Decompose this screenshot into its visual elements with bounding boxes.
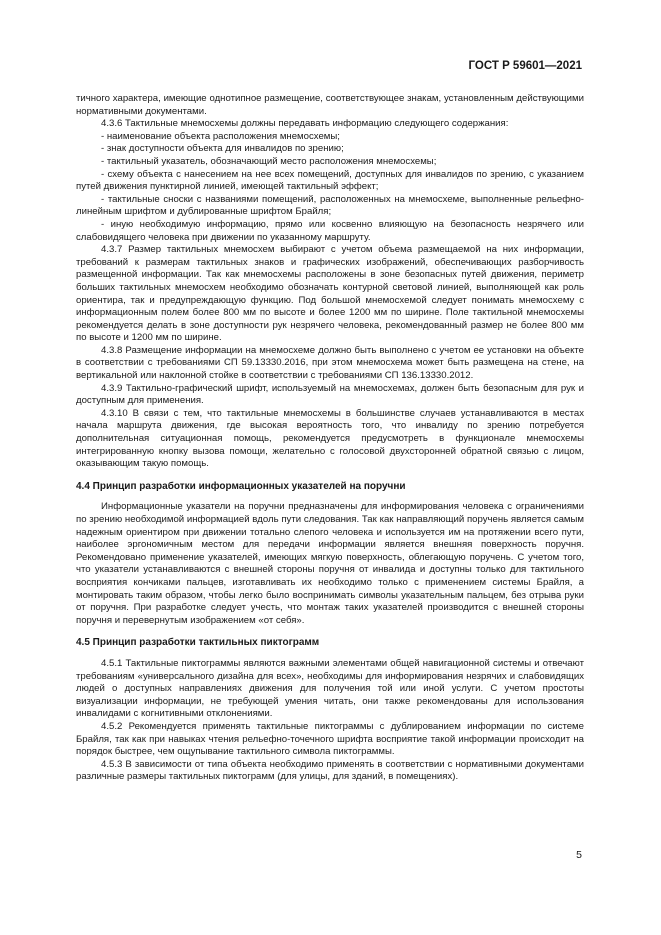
paragraph: Информационные указатели на поручни предназначены для информирования человека с ограничениями по зрению необходимой информацией вдоль пути следования. Так как направляющий поручень является самым надежным ориентиром при движении тотально слепого человека и используется им на протяжении всего пути, наиболее эргономичным местом для передачи информации является внешняя поверхность поручня. Рекомендовано применение указателей, имеющих мягкую поверхность, облегающую поручень. С учетом того, что указатели устанавливаются с внешней стороны поручня от инвалида и доступны только для тактильного восприятия кончиками пальцев, изготавливать их необходимо только с применением системы Брайля, а монтировать таким образом, чтобы легко было воспринимать символы указательным пальцем, без отрыва руки от поручня. При разработке следует учесть, что монтаж таких указателей производится с внешней стороны поручня и перевернутым изображением «от себя». [76,501,584,626]
paragraph: 4.3.7 Размер тактильных мнемосхем выбирают с учетом объема размещаемой на них информации, требований к размерам тактильных знаков и графических изображений, обеспечивающих разборчивость размещенной информации. Так как мнемосхемы расположены в зоне безопасных путей движения, периметр больших тактильных мнемосхем необходимо обозначать контурной световой линией, выполняющей как роль ориентира, так и предупреждающую функцию. Под большой мнемосхемой следует понимать мнемосхему с информационным полем более 800 мм по высоте и более 1200 мм по ширине. Поле тактильной мнемосхемы рекомендуется делать в зоне доступности рук незрячего человека, рекомендованный размер не более 800 мм по высоте и 1200 мм по ширине. [76,244,584,344]
paragraph: - тактильный указатель, обозначающий место расположения мнемосхемы; [101,155,437,167]
paragraph: - наименование объекта расположения мнемосхемы; [101,130,340,142]
section-heading: 4.5 Принцип разработки тактильных пиктограмм [76,637,320,649]
paragraph: 4.3.6 Тактильные мнемосхемы должны передавать информацию следующего содержания: [101,118,509,130]
paragraph: 4.3.9 Тактильно-графический шрифт, используемый на мнемосхемах, должен быть безопасным для рук и доступным для применения. [76,382,584,407]
document-id: ГОСТ Р 59601—2021 [468,60,582,72]
document-body [76,93,584,784]
page-number: 5 [576,849,582,861]
paragraph: - знак доступности объекта для инвалидов по зрению; [101,143,344,155]
paragraph: - иную необходимую информацию, прямо или косвенно влияющую на безопасность незрячего или слабовидящего человека при движении по указанному маршруту. [76,218,584,243]
paragraph: 4.5.1 Тактильные пиктограммы являются важными элементами общей навигационной системы и отвечают требованиям «универсального дизайна для всех», необходимы для информирования незрячих и слабовидящих людей о доступных направлениях движения для получения той или иной услуги. С учетом простоты визуализации информации, не требующей умения читать, они также рекомендованы для использования инвалидами с когнитивными отклонениями. [76,657,584,720]
section-heading: 4.4 Принцип разработки информационных указателей на поручни [76,480,406,492]
paragraph: 4.5.2 Рекомендуется применять тактильные пиктограммы с дублированием информации по системе Брайля, так как при навыках чтения рельефно-точечного шрифта восприятие такой информации происходит на порядок быстрее, чем ощупывание тактильного символа пиктограммы. [76,720,584,758]
paragraph: тичного характера, имеющие однотипное размещение, соответствующее знакам, установленным действующими нормативными документами. [76,93,584,117]
paragraph: - схему объекта с нанесением на нее всех помещений, доступных для инвалидов по зрению, с указанием путей движения пунктирной линией, имеющей тактильный эффект; [76,168,584,193]
paragraph: 4.3.8 Размещение информации на мнемосхеме должно быть выполнено с учетом ее установки на объекте в соответствии с требованиями СП 59.13330.2016, при этом мнемосхема может быть размещена на стене, на вертикальной или наклонной стойке в соответствии с требованиями СП 136.13330.2012. [76,344,584,382]
paragraph: 4.5.3 В зависимости от типа объекта необходимо применять в соответствии с нормативными документами различные размеры тактильных пиктограмм (для улицы, для зданий, в помещениях). [76,758,584,783]
paragraph: 4.3.10 В связи с тем, что тактильные мнемосхемы в большинстве случаев устанавливаются в местах начала маршрута движения, где высокая вероятность того, что инвалиду по зрению потребуется дополнительная ситуационная помощь, рекомендуется предусмотреть в функционале мнемосхемы интегрированную кнопку вызова помощи, желательно с голосовой двухсторонней обратной связью с лицом, оказывающим такую помощь. [76,407,584,470]
paragraph: - тактильные сноски с названиями помещений, расположенных на мнемосхеме, выполненные рельефно-линейным шрифтом и дублированные шрифтом Брайля; [76,193,584,218]
